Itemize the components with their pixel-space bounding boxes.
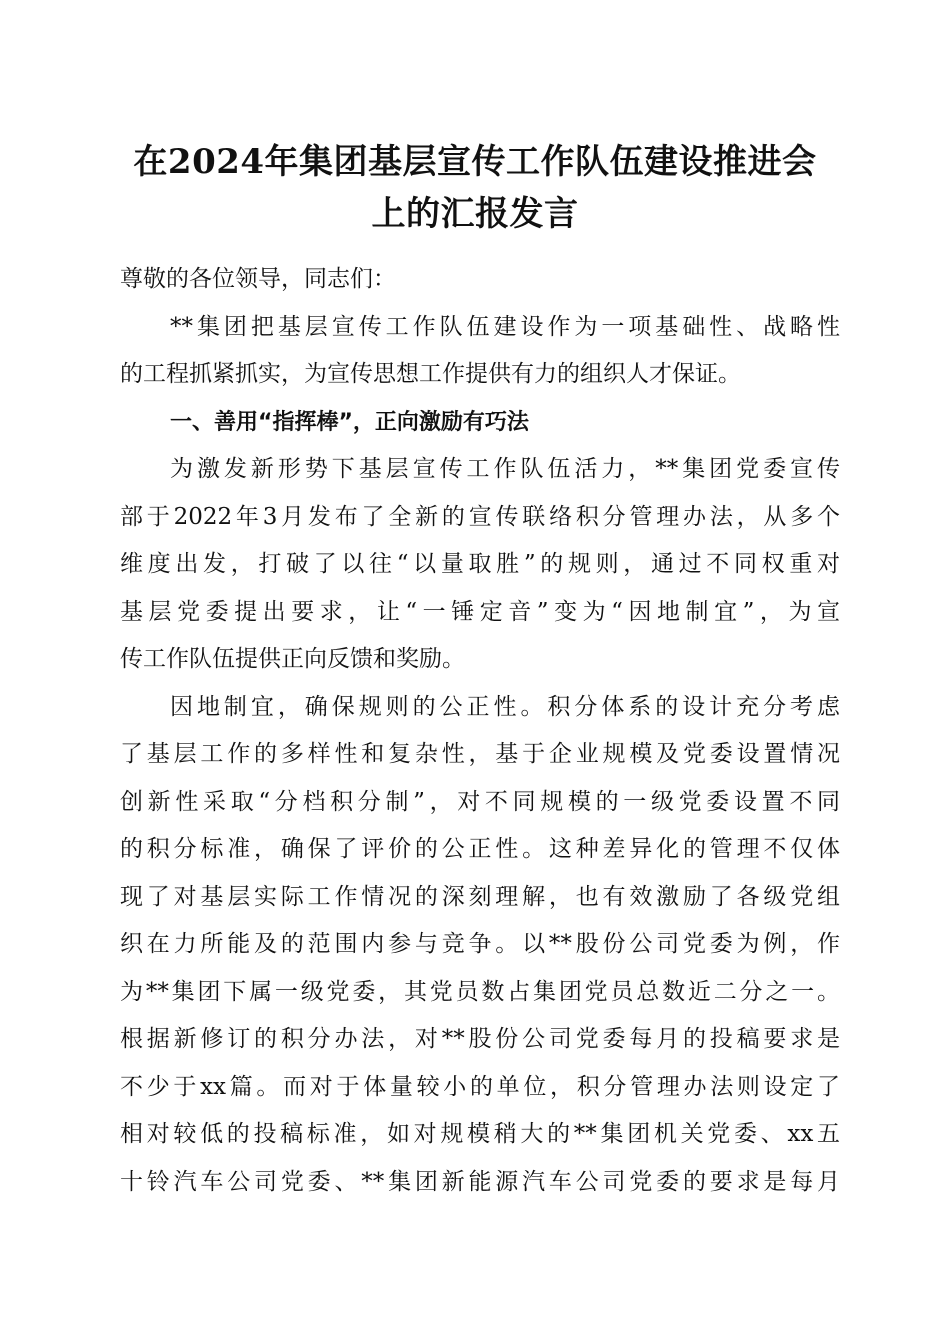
- paragraph-line: 织在力所能及的范围内参与竞争。以**股份公司党委为例，作: [120, 931, 840, 957]
- paragraph-line: 创新性采取“分档积分制”，对不同规模的一级党委设置不同: [120, 788, 840, 815]
- paragraph-line: 相对较低的投稿标准，如对规模稍大的**集团机关党委、xx五: [120, 1121, 840, 1147]
- document-body: [120, 256, 840, 1206]
- paragraph-line: 不少于xx篇。而对于体量较小的单位，积分管理办法则设定了: [120, 1073, 840, 1100]
- document-title: [80, 136, 870, 240]
- paragraph-line: 为**集团下属一级党委，其党员数占集团党员总数近二分之一。: [120, 978, 840, 1005]
- paragraph-line: 部于2022年3月发布了全新的宣传联络积分管理办法，从多个: [120, 503, 840, 530]
- paragraph-line: 十铃汽车公司党委、**集团新能源汽车公司党委的要求是每月: [120, 1168, 840, 1195]
- paragraph-line: 为激发新形势下基层宣传工作队伍活力，**集团党委宣传: [170, 456, 840, 482]
- title-line-1: 在2024年集团基层宣传工作队伍建设推进会: [133, 142, 817, 182]
- intro-line: **集团把基层宣传工作队伍建设作为一项基础性、战略性: [170, 313, 840, 340]
- intro-line: 的工程抓紧抓实，为宣传思想工作提供有力的组织人才保证。: [120, 361, 741, 387]
- paragraph-line: 的积分标准，确保了评价的公正性。这种差异化的管理不仅体: [120, 836, 840, 862]
- section-heading: 一、善用“指挥棒”，正向激励有巧法: [170, 409, 529, 435]
- paragraph-line: 现了对基层实际工作情况的深刻理解，也有效激励了各级党组: [120, 883, 840, 910]
- paragraph-line: 了基层工作的多样性和复杂性，基于企业规模及党委设置情况: [120, 741, 840, 767]
- paragraph-line: 因地制宜，确保规则的公正性。积分体系的设计充分考虑: [170, 693, 840, 720]
- paragraph-line: 传工作队伍提供正向反馈和奖励。: [120, 646, 465, 672]
- paragraph-line: 维度出发，打破了以往“以量取胜”的规则，通过不同权重对: [120, 551, 840, 577]
- salutation: 尊敬的各位领导，同志们：: [120, 266, 396, 292]
- paragraph-line: 基层党委提出要求，让“一锤定音”变为“因地制宜”，为宣: [120, 598, 840, 625]
- title-line-2: 上的汇报发言: [371, 194, 579, 234]
- paragraph-line: 根据新修订的积分办法，对**股份公司党委每月的投稿要求是: [120, 1026, 840, 1052]
